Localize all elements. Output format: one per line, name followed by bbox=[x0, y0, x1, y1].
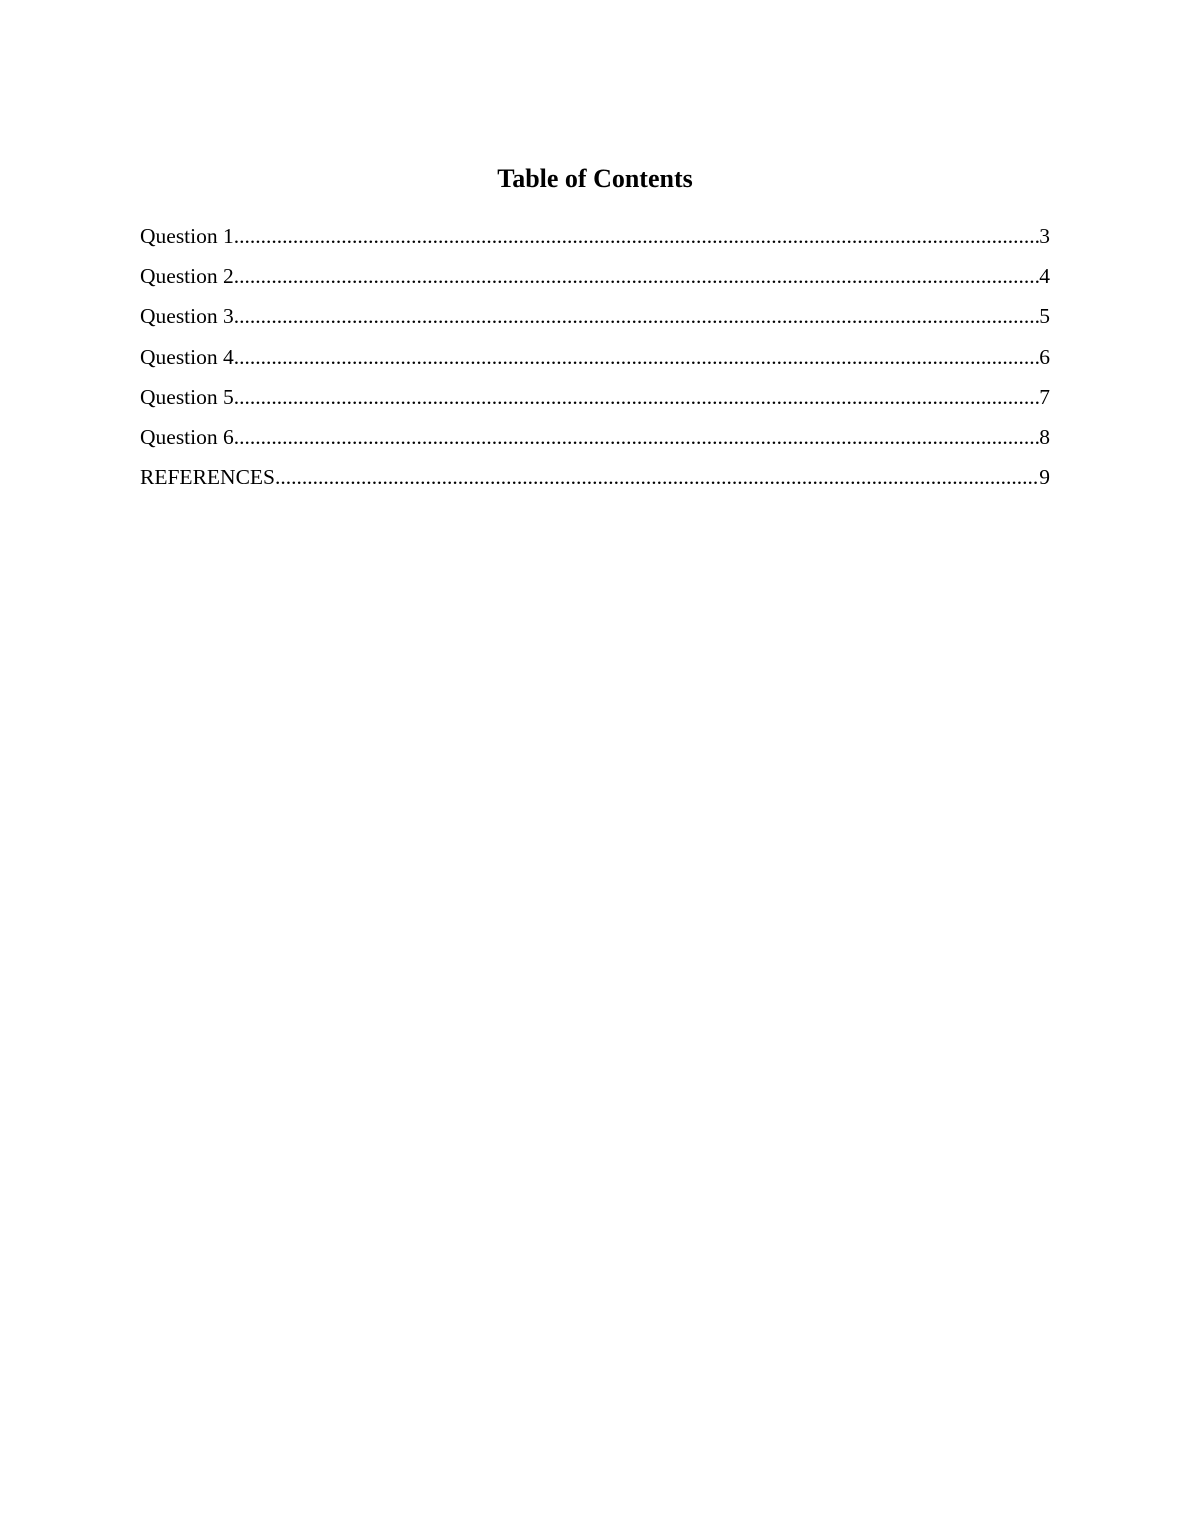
toc-entry-page-number: 5 bbox=[1039, 304, 1050, 329]
toc-entry-page-number: 6 bbox=[1039, 344, 1050, 369]
toc-entry-question-1[interactable] bbox=[140, 220, 1050, 260]
toc-entry-page-number: 8 bbox=[1039, 424, 1050, 449]
toc-entry-label: REFERENCES bbox=[140, 465, 275, 490]
toc-entry-page-number: 9 bbox=[1039, 465, 1050, 490]
toc-dot-leader bbox=[234, 341, 1039, 373]
toc-entry-question-3[interactable] bbox=[140, 300, 1050, 340]
toc-entry-page-number: 3 bbox=[1039, 224, 1050, 248]
toc-title: Table of Contents bbox=[497, 164, 693, 193]
toc-entry-question-2[interactable] bbox=[140, 260, 1050, 300]
toc-entry-question-6[interactable] bbox=[140, 421, 1050, 461]
toc-dot-leader bbox=[234, 220, 1039, 252]
toc-dot-leader bbox=[234, 300, 1039, 332]
toc-dot-leader bbox=[234, 421, 1039, 453]
toc-dot-leader bbox=[275, 461, 1039, 493]
toc-dot-leader bbox=[234, 381, 1039, 413]
toc-entry-references[interactable] bbox=[140, 461, 1050, 501]
toc-entry-page-number: 7 bbox=[1039, 384, 1050, 409]
toc-entry-label: Question 3 bbox=[140, 304, 234, 329]
toc-entry-question-5[interactable] bbox=[140, 381, 1050, 421]
toc-entry-label: Question 4 bbox=[140, 344, 234, 369]
toc-entry-label: Question 5 bbox=[140, 384, 234, 409]
toc-entry-label: Question 1 bbox=[140, 224, 234, 248]
toc-list bbox=[140, 220, 1050, 501]
toc-entry-page-number: 4 bbox=[1039, 264, 1050, 289]
toc-entry-question-4[interactable] bbox=[140, 341, 1050, 381]
toc-entry-label: Question 6 bbox=[140, 424, 234, 449]
toc-dot-leader bbox=[234, 260, 1039, 292]
toc-entry-label: Question 2 bbox=[140, 264, 234, 289]
